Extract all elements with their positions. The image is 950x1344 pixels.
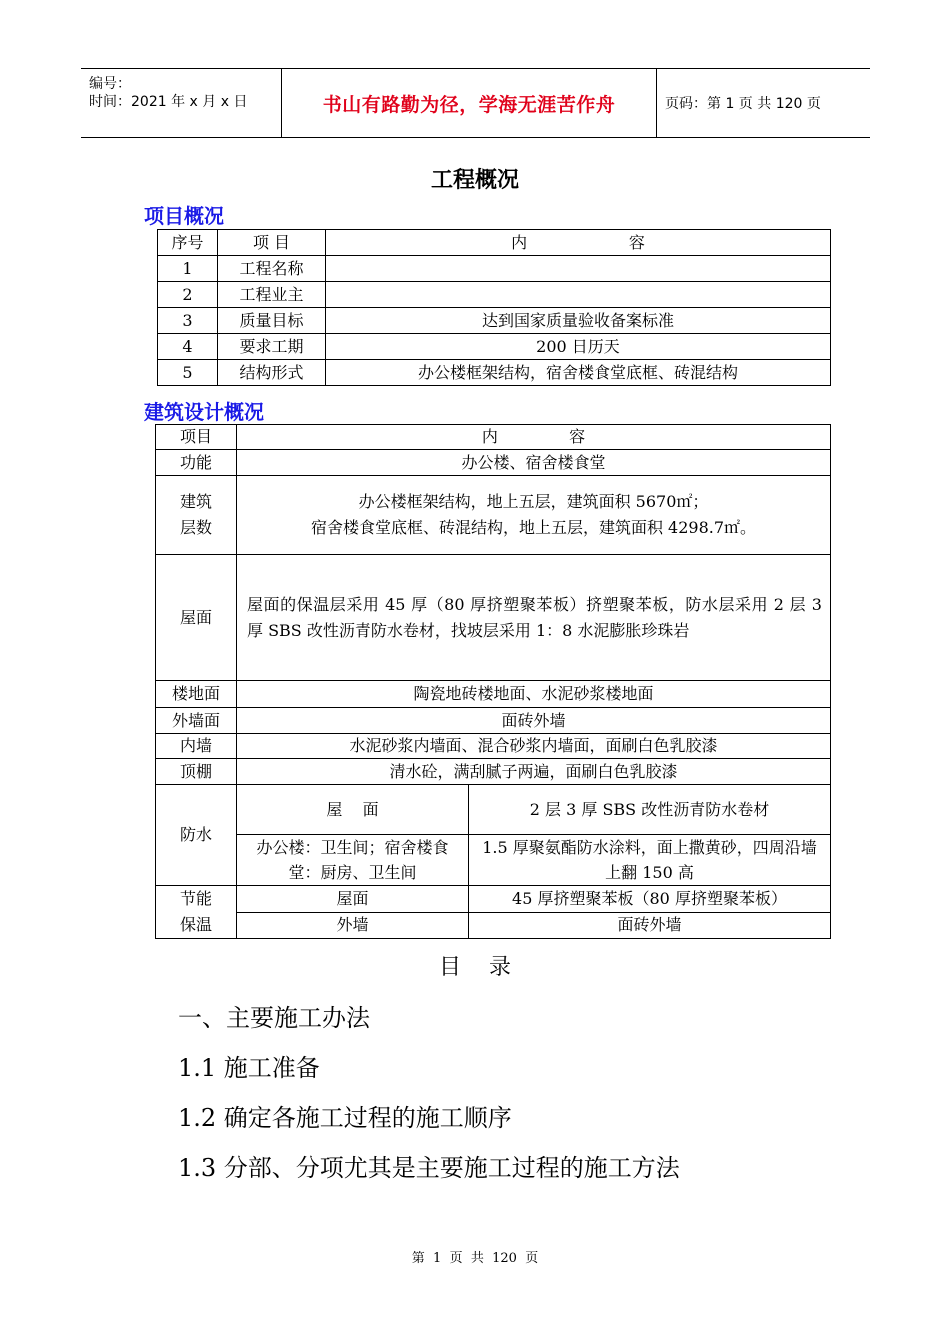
row-label-line: 节能 bbox=[179, 889, 212, 908]
section-heading-project: 项目概况 bbox=[144, 204, 224, 228]
row-number: 2 bbox=[158, 282, 218, 308]
subrow-label: 办公楼：卫生间；宿舍楼食堂：厨房、卫生间 bbox=[237, 835, 469, 886]
table-row bbox=[158, 334, 831, 360]
table-row bbox=[156, 886, 831, 913]
row-label-line: 层数 bbox=[179, 518, 212, 537]
row-label: 外墙面 bbox=[156, 708, 237, 734]
row-label-line: 建筑 bbox=[179, 492, 212, 511]
toc-item[interactable]: 1.1 施工准备 bbox=[178, 1054, 320, 1082]
subrow-label: 外墙 bbox=[237, 912, 469, 939]
header-meta bbox=[81, 69, 281, 137]
table-row bbox=[158, 256, 831, 282]
subrow-content: 2 层 3 厚 SBS 改性沥青防水卷材 bbox=[469, 785, 831, 835]
row-number: 5 bbox=[158, 360, 218, 386]
row-label bbox=[156, 886, 237, 939]
table-row bbox=[156, 912, 831, 939]
row-label: 内墙 bbox=[156, 734, 237, 759]
document-title: 工程概况 bbox=[430, 168, 519, 193]
row-content: 达到国家质量验收备案标准 bbox=[326, 308, 831, 334]
row-label-line: 保温 bbox=[179, 915, 212, 934]
page-header bbox=[81, 68, 870, 138]
project-table bbox=[157, 229, 831, 386]
row-number: 4 bbox=[158, 334, 218, 360]
design-table bbox=[155, 424, 831, 939]
table-row bbox=[156, 708, 831, 734]
table-row bbox=[156, 555, 831, 681]
row-label: 防水 bbox=[156, 785, 237, 886]
column-header: 项 目 bbox=[218, 230, 326, 256]
row-item: 工程业主 bbox=[218, 282, 326, 308]
row-item: 要求工期 bbox=[218, 334, 326, 360]
page-info: 页码：第 1 页 共 120 页 bbox=[665, 96, 821, 112]
subrow-content: 面砖外墙 bbox=[469, 912, 831, 939]
toc-item[interactable]: 1.3 分部、分项尤其是主要施工过程的施工方法 bbox=[178, 1154, 680, 1182]
document-date: 时间：2021 年 x 月 x 日 bbox=[89, 94, 248, 110]
row-content: 水泥砂浆内墙面、混合砂浆内墙面，面刷白色乳胶漆 bbox=[237, 734, 831, 759]
table-row bbox=[156, 835, 831, 886]
row-item: 结构形式 bbox=[218, 360, 326, 386]
row-content: 屋面的保温层采用 45 厚（80 厚挤塑聚苯板）挤塑聚苯板，防水层采用 2 层 3 厚 SBS 改性沥青防水卷材，找坡层采用 1：8 水泥膨胀珍珠岩 bbox=[237, 555, 831, 681]
row-content: 清水砼，满刮腻子两遍，面刷白色乳胶漆 bbox=[237, 759, 831, 785]
table-row bbox=[158, 282, 831, 308]
column-header: 内 容 bbox=[237, 425, 831, 450]
document-number: 编号： bbox=[89, 76, 131, 92]
table-row bbox=[156, 476, 831, 555]
row-content: 200 日历天 bbox=[326, 334, 831, 360]
column-header: 序号 bbox=[158, 230, 218, 256]
toc-item[interactable]: 一、主要施工办法 bbox=[178, 1004, 370, 1032]
row-content bbox=[326, 282, 831, 308]
table-row bbox=[156, 759, 831, 785]
row-label bbox=[156, 476, 237, 555]
row-content: 陶瓷地砖楼地面、水泥砂浆楼地面 bbox=[237, 681, 831, 708]
subrow-label: 屋面 bbox=[237, 886, 469, 913]
page-footer: 第 1 页 共 120 页 bbox=[411, 1251, 539, 1266]
row-label: 顶棚 bbox=[156, 759, 237, 785]
row-number: 1 bbox=[158, 256, 218, 282]
row-content: 办公楼框架结构，宿舍楼食堂底框、砖混结构 bbox=[326, 360, 831, 386]
table-header-row bbox=[158, 230, 831, 256]
subrow-content: 45 厚挤塑聚苯板（80 厚挤塑聚苯板） bbox=[469, 886, 831, 913]
table-row bbox=[156, 734, 831, 759]
row-label: 楼地面 bbox=[156, 681, 237, 708]
table-row bbox=[158, 360, 831, 386]
content-line: 办公楼框架结构，地上五层，建筑面积 5670㎡； bbox=[358, 492, 709, 511]
row-label: 功能 bbox=[156, 450, 237, 476]
table-row bbox=[156, 450, 831, 476]
table-row bbox=[156, 785, 831, 835]
header-motto-cell bbox=[281, 69, 657, 137]
column-header: 项目 bbox=[156, 425, 237, 450]
row-content: 办公楼、宿舍楼食堂 bbox=[237, 450, 831, 476]
subrow-label: 屋 面 bbox=[237, 785, 469, 835]
row-content bbox=[326, 256, 831, 282]
content-line: 宿舍楼食堂底框、砖混结构，地上五层，建筑面积 4298.7㎡。 bbox=[310, 518, 757, 537]
row-content bbox=[237, 476, 831, 555]
row-content: 面砖外墙 bbox=[237, 708, 831, 734]
motto: 书山有路勤为径，学海无涯苦作舟 bbox=[322, 93, 616, 116]
row-item: 工程名称 bbox=[218, 256, 326, 282]
row-item: 质量目标 bbox=[218, 308, 326, 334]
row-number: 3 bbox=[158, 308, 218, 334]
table-header-row bbox=[156, 425, 831, 450]
toc-item[interactable]: 1.2 确定各施工过程的施工顺序 bbox=[178, 1104, 512, 1132]
table-row bbox=[156, 681, 831, 708]
header-page-cell bbox=[656, 69, 870, 137]
section-heading-design: 建筑设计概况 bbox=[144, 400, 264, 424]
row-label: 屋面 bbox=[156, 555, 237, 681]
subrow-content: 1.5 厚聚氨酯防水涂料，面上撒黄砂，四周沿墙上翻 150 高 bbox=[469, 835, 831, 886]
column-header: 内 容 bbox=[326, 230, 831, 256]
table-row bbox=[158, 308, 831, 334]
toc-title: 目 录 bbox=[439, 955, 511, 980]
